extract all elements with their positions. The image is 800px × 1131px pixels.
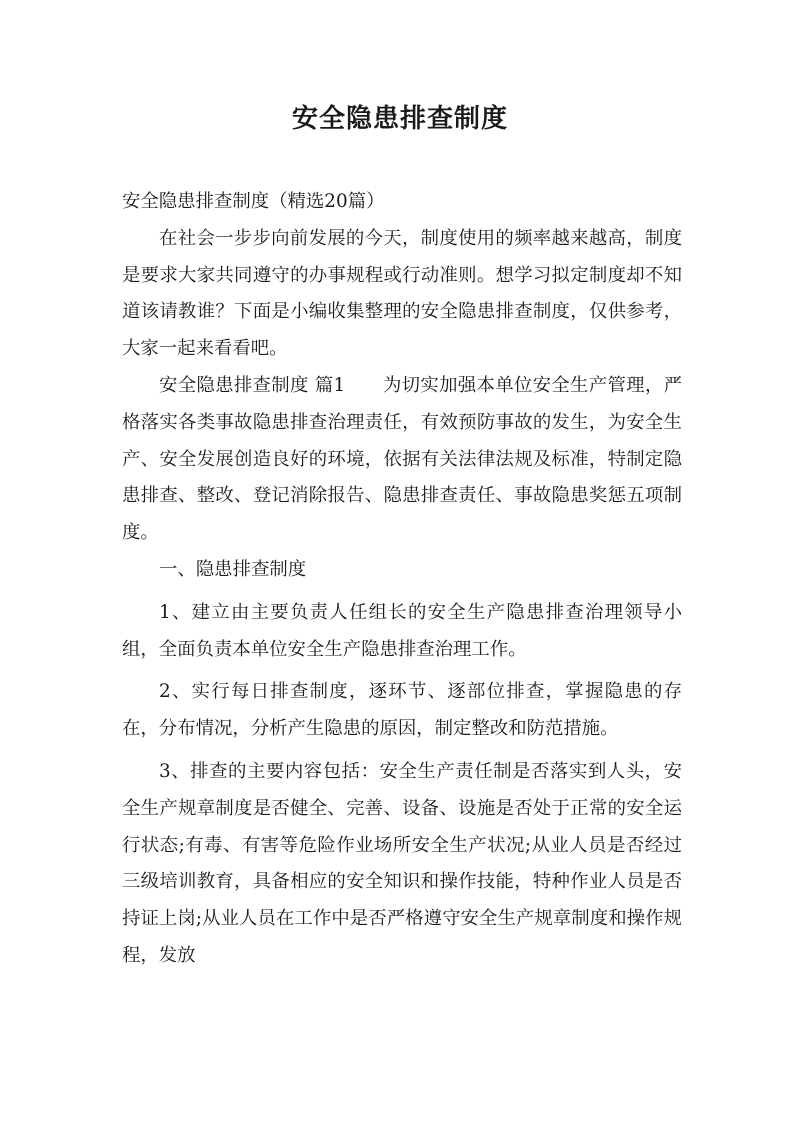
paragraph-intro: 在社会一步步向前发展的今天，制度使用的频率越来越高，制度是要求大家共同遵守的办事规程或行动准则。想学习拟定制度却不知道该请教谁？下面是小编收集整理的安全隐患排查制度，仅供参考，大家一起来看看吧。	[122, 227, 682, 360]
document-body	[122, 184, 682, 975]
paragraph-article-1: 安全隐患排查制度 篇1 为切实加强本单位安全生产管理，严格落实各类事故隐患排查治理责任，有效预防事故的发生，为安全生产、安全发展创造良好的环境，依据有关法律法规及标准，特制定隐患排查、整改、登记消除报告、隐患排查责任、事故隐患奖惩五项制度。	[122, 374, 682, 544]
paragraph-item-3: 3、排查的主要内容包括：安全生产责任制是否落实到人头，安全生产规章制度是否健全、完善、设备、设施是否处于正常的安全运行状态;有毒、有害等危险作业场所安全生产状况;从业人员是否经过三级培训教育，具备相应的安全知识和操作技能，特种作业人员是否持证上岗;从业人员在工作中是否严格遵守安全生产规章制度和操作规程，发放	[122, 760, 682, 966]
paragraph-item-1: 1、建立由主要负责人任组长的安全生产隐患排查治理领导小组，全面负责本单位安全生产隐患排查治理工作。	[122, 601, 682, 660]
section-heading-1: 一、隐患排查制度	[159, 558, 307, 580]
document-title: 安全隐患排查制度	[291, 104, 508, 134]
paragraph-intro-heading: 安全隐患排查制度（精选20篇）	[122, 191, 385, 212]
paragraph-item-2: 2、实行每日排查制度，逐环节、逐部位排查，掌握隐患的存在，分布情况，分析产生隐患的原因，制定整改和防范措施。	[122, 681, 682, 740]
